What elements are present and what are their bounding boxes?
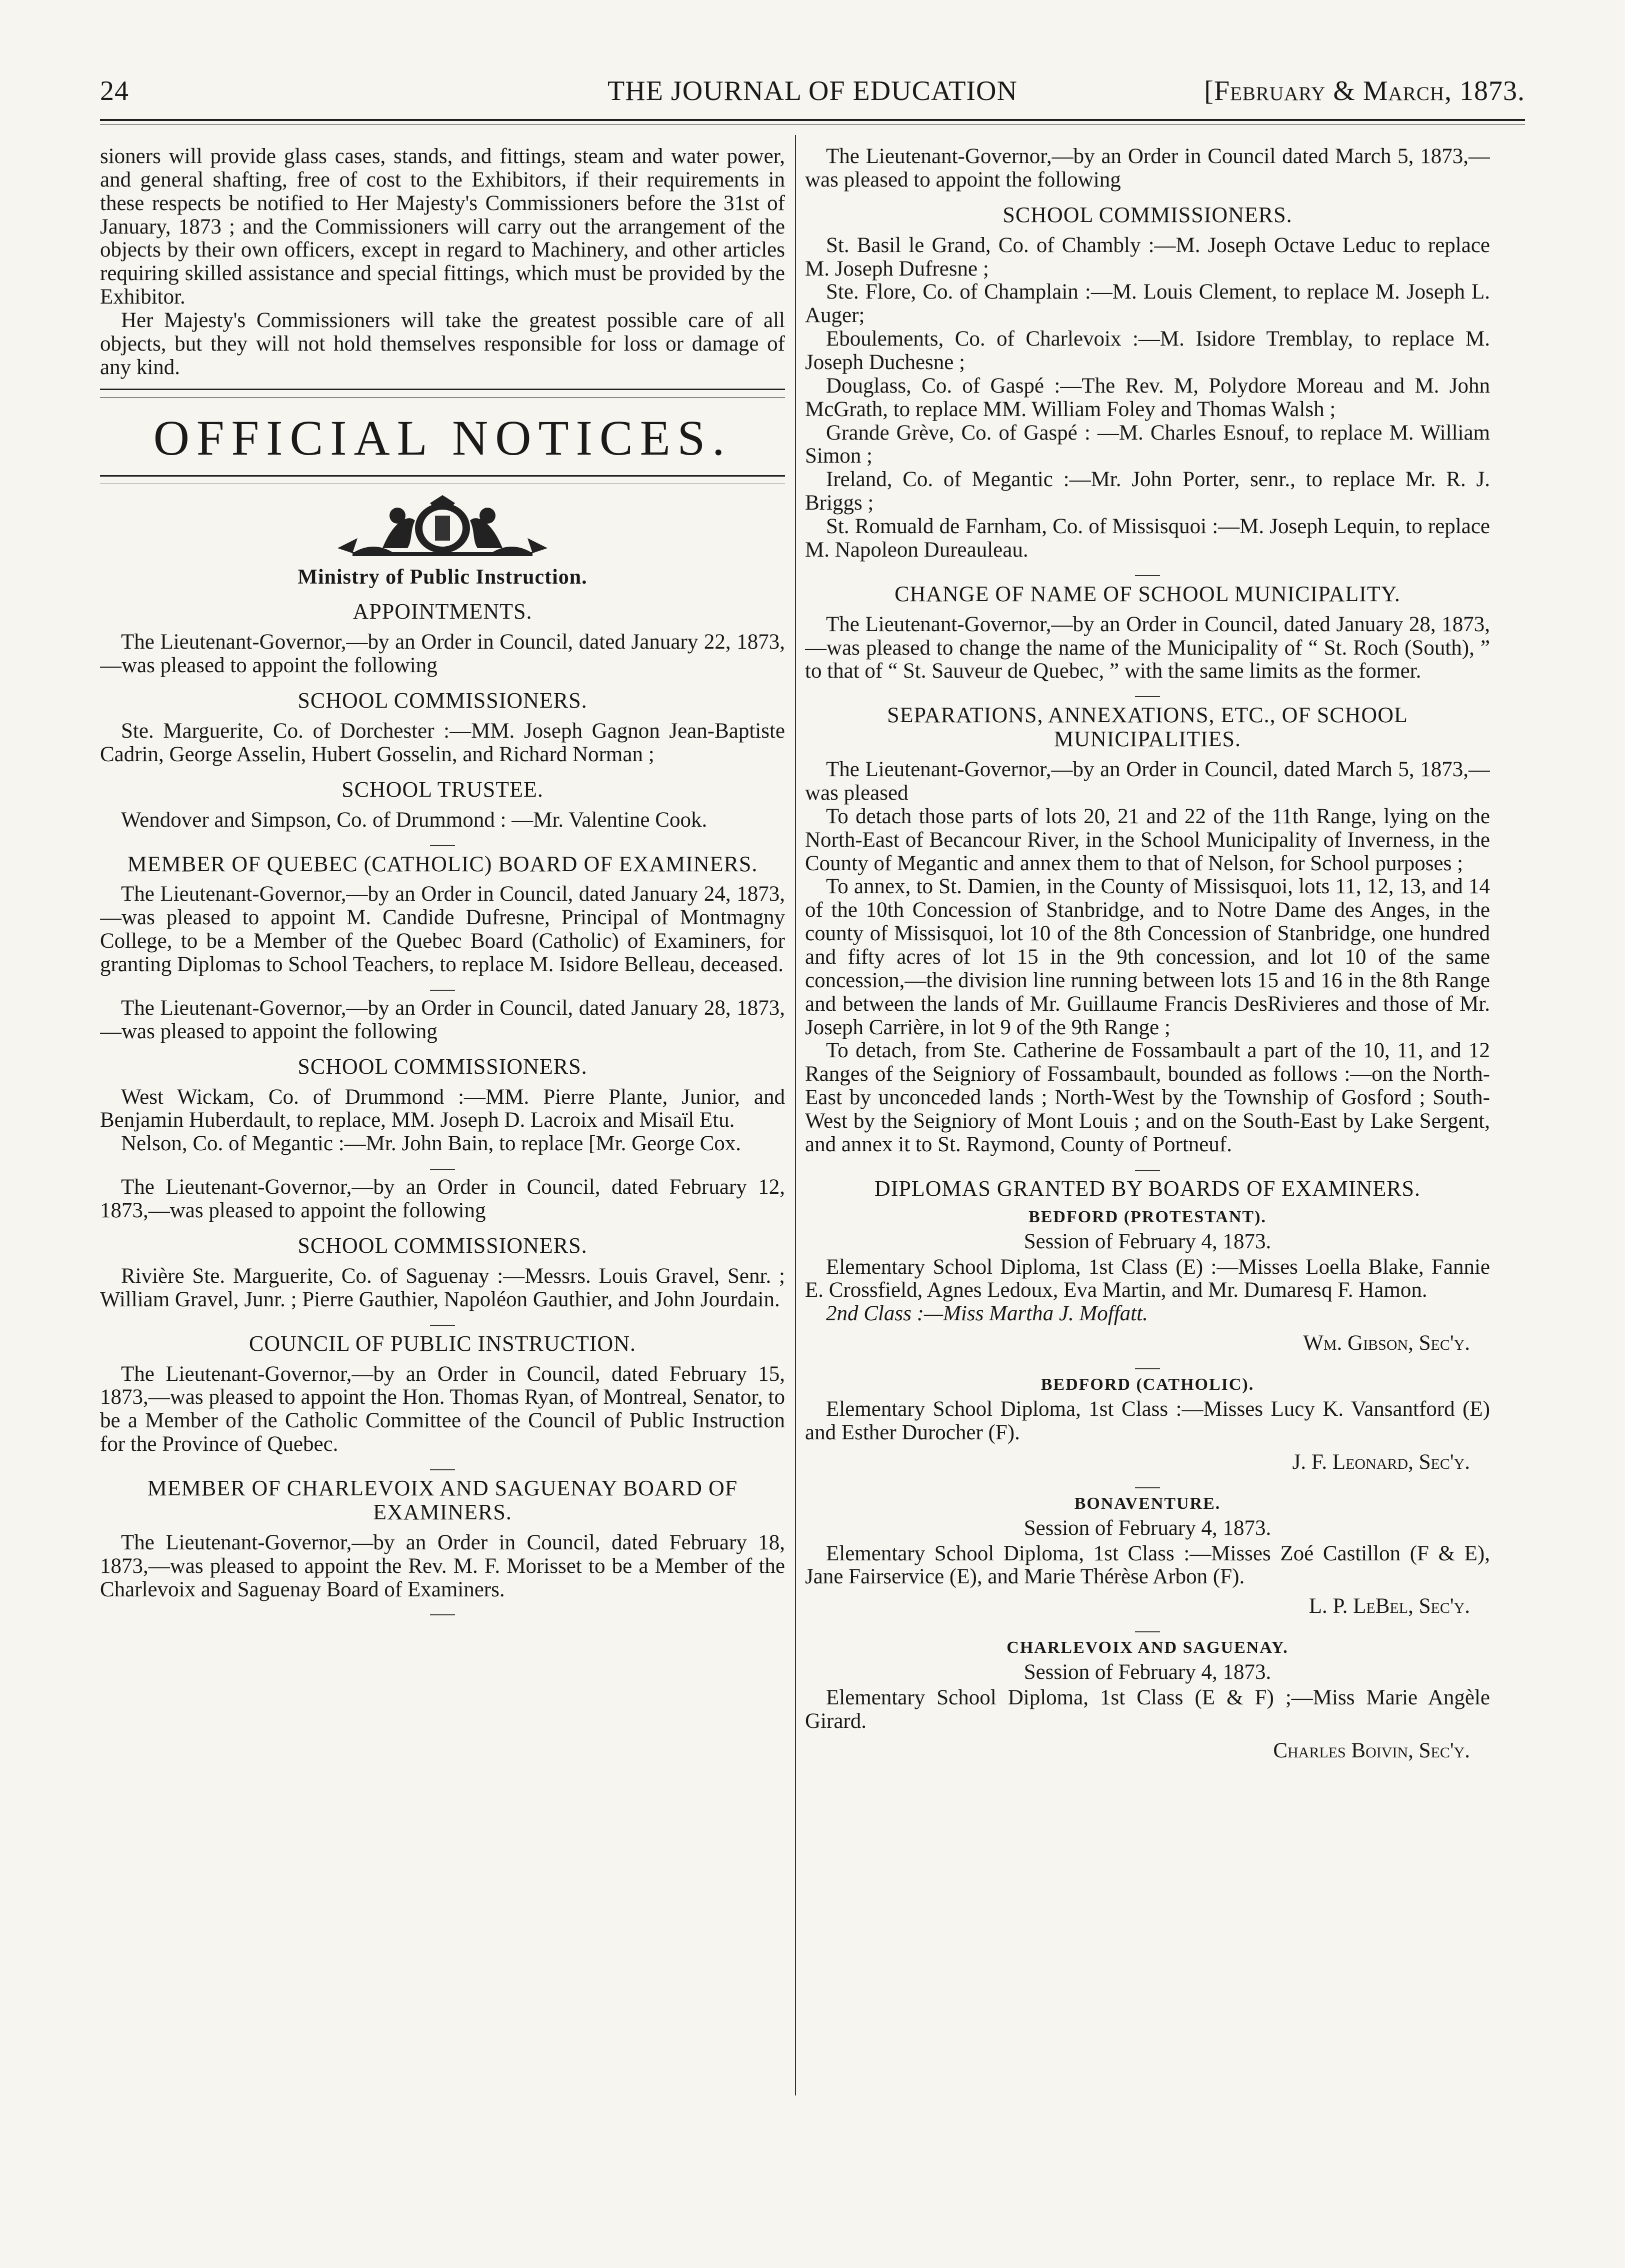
charlevoix-board-text: The Lieutenant-Governor,—by an Order in Council, dated February 18, 1873,—was pleased to appoint the Rev. M. F. Morisset to be a Member of the Charlevoix and Saguenay Board of Examiners. — [100, 1530, 785, 1601]
school-commissioners-heading: SCHOOL COMMISSIONERS. — [1002, 202, 1292, 227]
appointments-heading: APPOINTMENTS. — [352, 599, 532, 624]
commissioner-entry: Ste. Flore, Co. of Champlain :—M. Louis Clement, to replace M. Joseph L. Auger; — [805, 280, 1490, 328]
separator-dash — [430, 1169, 455, 1170]
secretary-signature: L. P. LeBel, Sec'y. — [1308, 1594, 1470, 1618]
council-text: The Lieutenant-Governor,—by an Order in Council, dated February 15, 1873,—was pleased to appoint the Hon. Thomas Ryan, of Montreal, Senator, to be a Member of the Catholic Committee of the Council of Public Instruction for the Province of Quebec. — [100, 1362, 785, 1456]
jan28-intro: The Lieutenant-Governor,—by an Order in Council, dated January 28, 1873,—was pleased to appoint the following — [100, 996, 785, 1043]
charlevoix-board-heading: MEMBER OF CHARLEVOIX AND SAGUENAY BOARD OF EXAMINERS. — [147, 1475, 738, 1524]
commissioner-entry: St. Romuald de Farnham, Co. of Missisquoi :—M. Joseph Lequin, to replace M. Napoleon Dureauleau. — [805, 514, 1490, 562]
separator-dash — [1135, 1368, 1160, 1369]
separator-dash — [1135, 696, 1160, 697]
separator-dash — [430, 990, 455, 991]
bonaventure-heading: BONAVENTURE. — [1074, 1494, 1221, 1513]
session-date: Session of February 4, 1873. — [1024, 1516, 1272, 1540]
right-column — [805, 145, 1490, 2220]
secretary-signature: J. F. Leonard, Sec'y. — [1292, 1450, 1470, 1474]
diploma-entry: Elementary School Diploma, 1st Class (E) :—Misses Loella Blake, Fannie E. Crossfield, Agnes Ledoux, Eva Martin, and Mr. Dumaresq F. Hamon. — [805, 1255, 1490, 1302]
double-rule — [100, 389, 785, 398]
diploma-entry: 2nd Class :—Miss Martha J. Moffatt. — [826, 1302, 1148, 1326]
separation-item: To annex, to St. Damien, in the County of Missisquoi, lots 11, 12, 13, and 14 of the 10th Concession of Stanbridge, and to Notre Dame des Anges, in the county of Missisquoi, lot 10 of the 8th Concession of Stanbridge, one hundred and fifty acres of lot 15 in the 9th concession, and lot 10 of the same concession,—the division line running between lots 15 and 16 in the 8th Range and between the lands of Mr. Guillaume Francis DesRivieres and those of Mr. Joseph Carrière, in lot 9 of the 9th Range ; — [805, 875, 1490, 1039]
page-header — [100, 75, 1525, 110]
header-rule-thin — [100, 124, 1525, 125]
royal-arms-emblem-icon — [322, 493, 562, 558]
left-column — [100, 145, 785, 2220]
separator-dash — [1135, 1170, 1160, 1171]
feb12-intro: The Lieutenant-Governor,—by an Order in Council, dated February 12, 1873,—was pleased to appoint the following — [100, 1175, 785, 1223]
name-change-text: The Lieutenant-Governor,—by an Order in Council, dated January 28, 1873,—was pleased to change the name of the Municipality of “ St. Roch (South), ” to that of “ St. Sauveur de Quebec, ” with the same limits as the former. — [805, 612, 1490, 683]
separator-dash — [430, 1325, 455, 1326]
secretary-signature: Wm. Gibson, Sec'y. — [1303, 1331, 1470, 1355]
quebec-board-text: The Lieutenant-Governor,—by an Order in Council, dated January 24, 1873,—was pleased to appoint M. Candide Dufresne, Principal of Montmagny College, to be a Member of the Quebec Board (Catholic) of Examiners, for granting Diplomas to School Teachers, to replace M. Isidore Belleau, deceased. — [100, 882, 785, 977]
separator-dash — [1135, 1487, 1160, 1488]
journal-title: THE JOURNAL OF EDUCATION — [608, 76, 1018, 107]
separation-item: To detach, from Ste. Catherine de Fossambault a part of the 10, 11, and 12 Ranges of the Seigniory of Fossambault, bounded as follows :—on the North-East by unconceded lands ; North-West by the Township of Gosford ; South-West by the Seigniory of Mont Louis ; and on the South-East by Lake Sergent, and annex it to St. Raymond, County of Portneuf. — [805, 1039, 1490, 1156]
charlevoix-saguenay-heading: CHARLEVOIX AND SAGUENAY. — [1006, 1638, 1288, 1657]
separations-heading: SEPARATIONS, ANNEXATIONS, ETC., OF SCHOOL MUNICIPALITIES. — [887, 703, 1408, 752]
diploma-entry: Elementary School Diploma, 1st Class :—Misses Zoé Castillon (F & E), Jane Fairservice (E), and Marie Thérèse Arbon (F). — [805, 1541, 1490, 1589]
council-heading: COUNCIL OF PUBLIC INSTRUCTION. — [249, 1331, 636, 1356]
separator-dash — [430, 1614, 455, 1615]
separator-dash — [1135, 575, 1160, 576]
school-commissioners-heading: SCHOOL COMMISSIONERS. — [298, 1054, 588, 1079]
school-commissioners-heading: SCHOOL COMMISSIONERS. — [298, 1233, 588, 1258]
secretary-signature: Charles Boivin, Sec'y. — [1273, 1738, 1470, 1762]
exhibition-paragraph: sioners will provide glass cases, stands, and fittings, steam and water power, and general shafting, free of cost to the Exhibitors, if their requirements in these respects be notified to Her Majesty's Commissioners before the 31st of January, 1873 ; and the Commissioners will carry out the arrangement of the objects by their own officers, except in regard to Machinery, and other articles requiring skilled assistance and special fittings, which must be provided by the Exhibitor. — [100, 145, 785, 309]
session-date: Session of February 4, 1873. — [1024, 1660, 1272, 1684]
quebec-board-heading: MEMBER OF QUEBEC (CATHOLIC) BOARD OF EXAMINERS. — [127, 851, 758, 876]
separations-intro: The Lieutenant-Governor,—by an Order in Council, dated March 5, 1873,—was pleased — [805, 758, 1490, 805]
commissioner-entry: Eboulements, Co. of Charlevoix :—M. Isidore Tremblay, to replace M. Joseph Duchesne ; — [805, 327, 1490, 374]
school-commissioners-heading: SCHOOL COMMISSIONERS. — [298, 688, 588, 713]
commissioners-paragraph: Her Majesty's Commissioners will take the greatest possible care of all objects, but they will not hold themselves responsible for loss or damage of any kind. — [100, 309, 785, 379]
bedford-protestant-heading: BEDFORD (PROTESTANT). — [1028, 1207, 1266, 1226]
double-rule — [100, 475, 785, 484]
official-notices-title: OFFICIAL NOTICES. — [153, 410, 732, 466]
school-trustee-heading: SCHOOL TRUSTEE. — [342, 777, 544, 802]
column-divider — [795, 135, 796, 2095]
diploma-entry: Elementary School Diploma, 1st Class :—Misses Lucy K. Vansantford (E) and Esther Durocher (F). — [805, 1397, 1490, 1444]
separator-dash — [430, 845, 455, 846]
wendover-entry: Wendover and Simpson, Co. of Drummond : —Mr. Valentine Cook. — [121, 808, 708, 832]
nelson-entry: Nelson, Co. of Megantic :—Mr. John Bain, to replace [Mr. George Cox. — [121, 1132, 742, 1156]
appointments-intro: The Lieutenant-Governor,—by an Order in Council, dated January 22, 1873,—was pleased to appoint the following — [100, 630, 785, 678]
name-change-heading: CHANGE OF NAME OF SCHOOL MUNICIPALITY. — [894, 581, 1400, 606]
commissioner-entry: Douglass, Co. of Gaspé :—The Rev. M, Polydore Moreau and M. John McGrath, to replace MM. William Foley and Thomas Walsh ; — [805, 374, 1490, 421]
west-wickam-entry: West Wickam, Co. of Drummond :—MM. Pierre Plante, Junior, and Benjamin Huberdault, to replace, MM. Joseph D. Lacroix and Misaïl Etu. — [100, 1085, 785, 1132]
ste-marguerite-entry: Ste. Marguerite, Co. of Dorchester :—MM. Joseph Gagnon Jean-Baptiste Cadrin, George Asselin, Hubert Gosselin, and Richard Norman ; — [100, 719, 785, 766]
riviere-ste-marguerite-entry: Rivière Ste. Marguerite, Co. of Saguenay :—Messrs. Louis Gravel, Senr. ; William Gravel, Junr. ; Pierre Gauthier, Napoléon Gauthier, and John Jourdain. — [100, 1264, 785, 1311]
ministry-heading: Ministry of Public Instruction. — [298, 565, 588, 589]
mar5-intro: The Lieutenant-Governor,—by an Order in Council dated March 5, 1873,—was pleased to appoint the following — [805, 145, 1490, 192]
separator-dash — [430, 1469, 455, 1470]
issue-date: [February & March, 1873. — [1204, 76, 1525, 107]
diplomas-heading: DIPLOMAS GRANTED BY BOARDS OF EXAMINERS. — [874, 1176, 1421, 1201]
commissioner-entry: St. Basil le Grand, Co. of Chambly :—M. Joseph Octave Leduc to replace M. Joseph Dufresne ; — [805, 233, 1490, 281]
page-number: 24 — [100, 76, 129, 107]
separator-dash — [1135, 1631, 1160, 1632]
commissioner-entry: Grande Grève, Co. of Gaspé : —M. Charles Esnouf, to replace M. William Simon ; — [805, 421, 1490, 468]
separation-item: To detach those parts of lots 20, 21 and 22 of the 11th Range, lying on the North-East of Becancour River, in the School Municipality of Inverness, in the County of Megantic and annex them to that of Nelson, for School purposes ; — [805, 804, 1490, 875]
diploma-entry: Elementary School Diploma, 1st Class (E & F) ;—Miss Marie Angèle Girard. — [805, 1686, 1490, 1733]
session-date: Session of February 4, 1873. — [1024, 1229, 1272, 1253]
header-rule — [100, 119, 1525, 121]
bedford-catholic-heading: BEDFORD (CATHOLIC). — [1040, 1375, 1254, 1394]
commissioner-entry: Ireland, Co. of Megantic :—Mr. John Porter, senr., to replace Mr. R. J. Briggs ; — [805, 468, 1490, 515]
